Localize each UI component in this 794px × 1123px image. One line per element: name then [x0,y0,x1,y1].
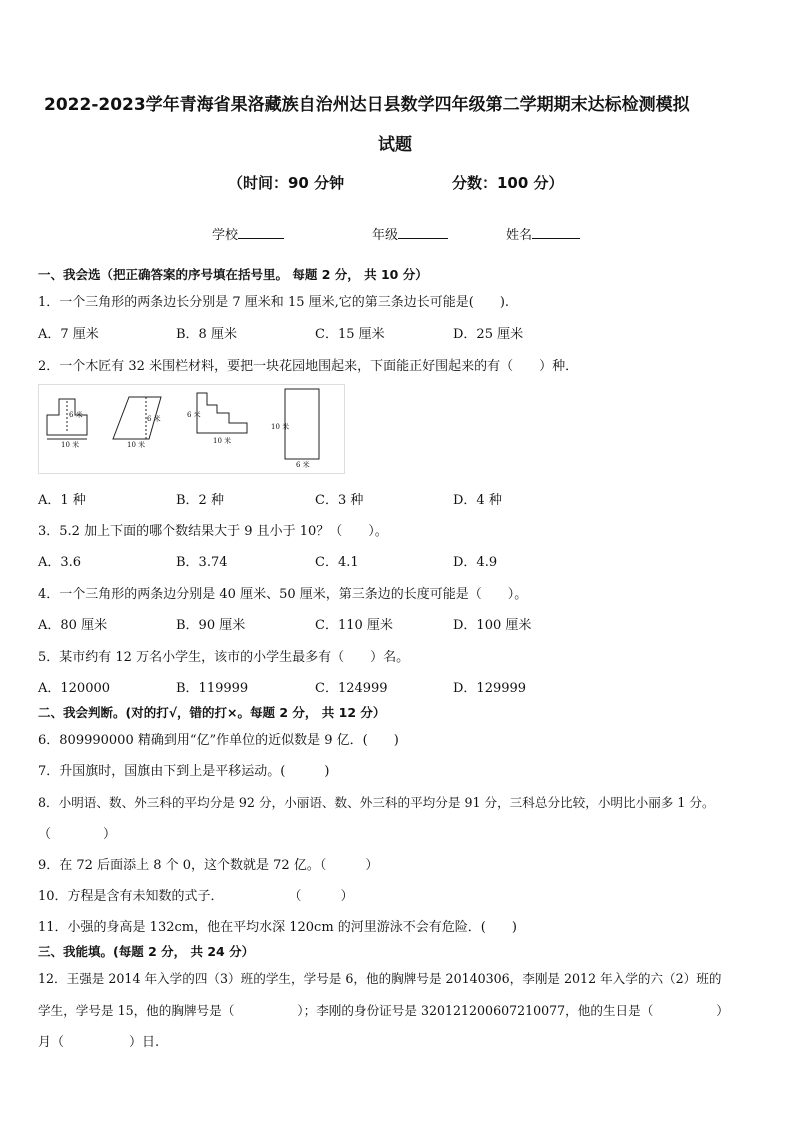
question-4: 4．一个三角形的两条边分别是 40 厘米、50 厘米，第三条边的长度可能是（ ）。 [38,587,528,602]
exam-score: 分数：100 分） [452,174,564,192]
exam-title-line1: 2022-2023学年青海省果洛藏族自治州达日县数学四年级第二学期期末达标检测模拟 [44,95,690,115]
question-11: 11．小强的身高是 132cm，他在平均水深 120cm 的河里游泳不会有危险．( ) [38,920,517,935]
q3-option-a: A．3.6 [38,555,82,570]
name-field[interactable] [506,224,580,243]
fig-label-3: 6 米 [147,415,161,423]
q1-option-c: C．15 厘米 [315,327,385,342]
question-8-line1: 8．小明语、数、外三科的平均分是 92 分，小丽语、数、外三科的平均分是 91 分，三科总分比较，小明比小丽多 1 分。 [38,795,715,810]
q5-option-a: A．120000 [38,681,111,696]
section-3-heading: 三、我能填。(每题 2 分， 共 24 分） [38,944,255,959]
fig-label-8: 6 米 [296,461,310,469]
exam-title-line2: 试题 [378,135,412,155]
question-7: 7．升国旗时，国旗由下到上是平移运动。( ) [38,764,330,779]
q1-option-a: A．7 厘米 [38,327,99,342]
q4-option-b: B．90 厘米 [176,618,246,633]
exam-time: （时间：90 分钟 [228,174,345,192]
question-12-line1: 12．王强是 2014 年入学的四（3）班的学生，学号是 6，他的胸牌号是 20140306，李刚是 2012 年入学的六（2）班的 [38,971,722,986]
q2-option-d: D．4 种 [453,493,502,508]
question-10: 10．方程是含有未知数的式子． （ ） [38,889,354,904]
staircase-shape [197,393,247,433]
q4-option-c: C．110 厘米 [315,618,393,633]
question-12-line3: 月（ ）日. [38,1035,160,1050]
question-1: 1．一个三角形的两条边长分别是 7 厘米和 15 厘米,它的第三条边长可能是( ). [38,295,510,310]
fig-label-5: 6 米 [187,411,201,419]
question-6: 6．809990000 精确到用“亿”作单位的近似数是 9 亿．( ) [38,733,399,748]
q5-option-c: C．124999 [315,681,388,696]
question-8-line2: （ ） [38,827,117,842]
q3-option-c: C．4.1 [315,555,359,570]
question-12-line2: 学生，学号是 15，他的胸牌号是（ ）；李刚的身份证号是 320121200607210077，他的生日是（ ） [38,1003,729,1018]
question-2: 2．一个木匠有 32 米围栏材料，要把一块花园地围起来，下面能正好围起来的有（ ）种． [38,359,579,374]
q3-option-d: D．4.9 [453,555,498,570]
q2-option-b: B．2 种 [176,493,224,508]
q2-shapes [39,385,344,473]
name-label: 姓名 [506,228,533,243]
grade-label: 年级 [372,228,399,243]
fig-label-1: 6 米 [69,411,83,419]
q5-option-b: B．119999 [176,681,249,696]
q4-option-d: D．100 厘米 [453,618,532,633]
question-5: 5．某市约有 12 万名小学生，该市的小学生最多有（ ）名。 [38,650,410,665]
fig-label-4: 10 米 [127,441,146,449]
section-1-heading: 一、我会选（把正确答案的序号填在括号里。 每题 2 分， 共 10 分） [38,267,428,282]
section-2-heading: 二、我会判断。(对的打√，错的打×。每题 2 分， 共 12 分） [38,705,386,720]
q2-figure [38,384,345,474]
q1-option-b: B．8 厘米 [176,327,237,342]
q1-option-d: D．25 厘米 [453,327,524,342]
fig-label-7: 10 米 [271,423,290,431]
fig-label-6: 10 米 [213,437,232,445]
q2-option-a: A．1 种 [38,493,86,508]
question-9: 9．在 72 后面添上 8 个 0，这个数就是 72 亿。（ ） [38,858,379,873]
question-3: 3．5.2 加上下面的哪个数结果大于 9 且小于 10？（ ）。 [38,524,388,539]
q4-option-a: A．80 厘米 [38,618,108,633]
grade-field[interactable] [372,224,448,243]
school-label: 学校 [212,228,239,243]
school-field[interactable] [212,224,284,243]
q5-option-d: D．129999 [453,681,527,696]
q3-option-b: B．3.74 [176,555,228,570]
fig-label-2: 10 米 [61,441,80,449]
q2-option-c: C．3 种 [315,493,364,508]
rectangle-shape [285,389,319,459]
